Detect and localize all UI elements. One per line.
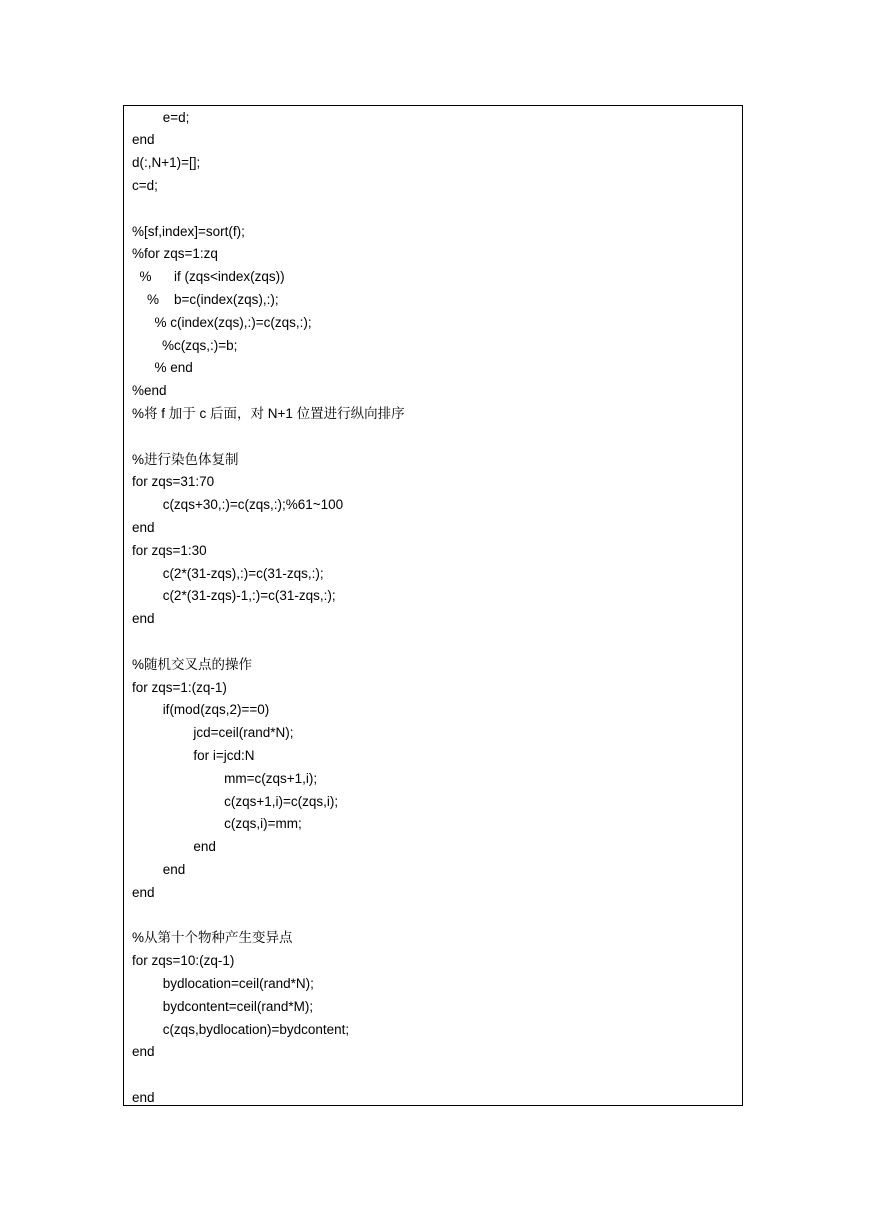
code-line: end: [132, 884, 155, 900]
code-line: end: [162, 861, 186, 877]
code-line: c(zqs+1,i)=c(zqs,i);: [224, 793, 339, 809]
code-line: %end: [132, 383, 167, 399]
code-line: end: [132, 1089, 155, 1105]
code-line: end: [193, 839, 216, 855]
code-line: c(zqs,i)=mm;: [224, 816, 302, 832]
code-line: end: [132, 1044, 155, 1060]
code-line: %c(zqs,:)=b;: [132, 337, 238, 353]
code-line: c(2*(31-zqs)-1,:)=c(31-zqs,:);: [162, 588, 336, 604]
code-line: jcd=ceil(rand*N);: [193, 725, 294, 741]
code-line: %将 f 加于 c 后面，对 N+1 位置进行纵向排序: [132, 405, 405, 421]
code-line: c=d;: [132, 177, 158, 193]
code-listing-box: [123, 105, 743, 1106]
code-line: bydlocation=ceil(rand*N);: [162, 975, 314, 991]
code-line: c(zqs+30,:)=c(zqs,:);%61~100: [162, 497, 344, 513]
code-line: for zqs=10:(zq-1): [132, 953, 235, 969]
code-line: end: [132, 611, 155, 627]
code-line: %[sf,index]=sort(f);: [132, 223, 245, 239]
code-line: for zqs=1:(zq-1): [132, 679, 227, 695]
code-line: for i=jcd:N: [193, 747, 255, 763]
code-line: end: [132, 519, 155, 535]
code-line: c(zqs,bydlocation)=bydcontent;: [162, 1021, 350, 1037]
code-line: end: [132, 132, 155, 148]
code-line: % if (zqs<index(zqs)): [132, 269, 285, 285]
code-line: if(mod(zqs,2)==0): [162, 702, 270, 718]
code-line: %for zqs=1:zq: [132, 246, 218, 262]
code-line: %从第十个物种产生变异点: [132, 930, 293, 946]
code-line: mm=c(zqs+1,i);: [224, 770, 318, 786]
code-line: % c(index(zqs),:)=c(zqs,:);: [132, 314, 312, 330]
code-line: e=d;: [162, 109, 190, 125]
code-line: c(2*(31-zqs),:)=c(31-zqs,:);: [162, 565, 324, 581]
code-line: d(:,N+1)=[];: [132, 155, 201, 171]
code-line: %随机交叉点的操作: [132, 656, 253, 672]
code-line: %进行染色体复制: [132, 451, 239, 467]
code-line: bydcontent=ceil(rand*M);: [162, 998, 314, 1014]
code-line: for zqs=31:70: [132, 474, 215, 490]
code-line: % b=c(index(zqs),:);: [132, 291, 279, 307]
code-line: for zqs=1:30: [132, 542, 207, 558]
code-line: % end: [132, 360, 193, 376]
